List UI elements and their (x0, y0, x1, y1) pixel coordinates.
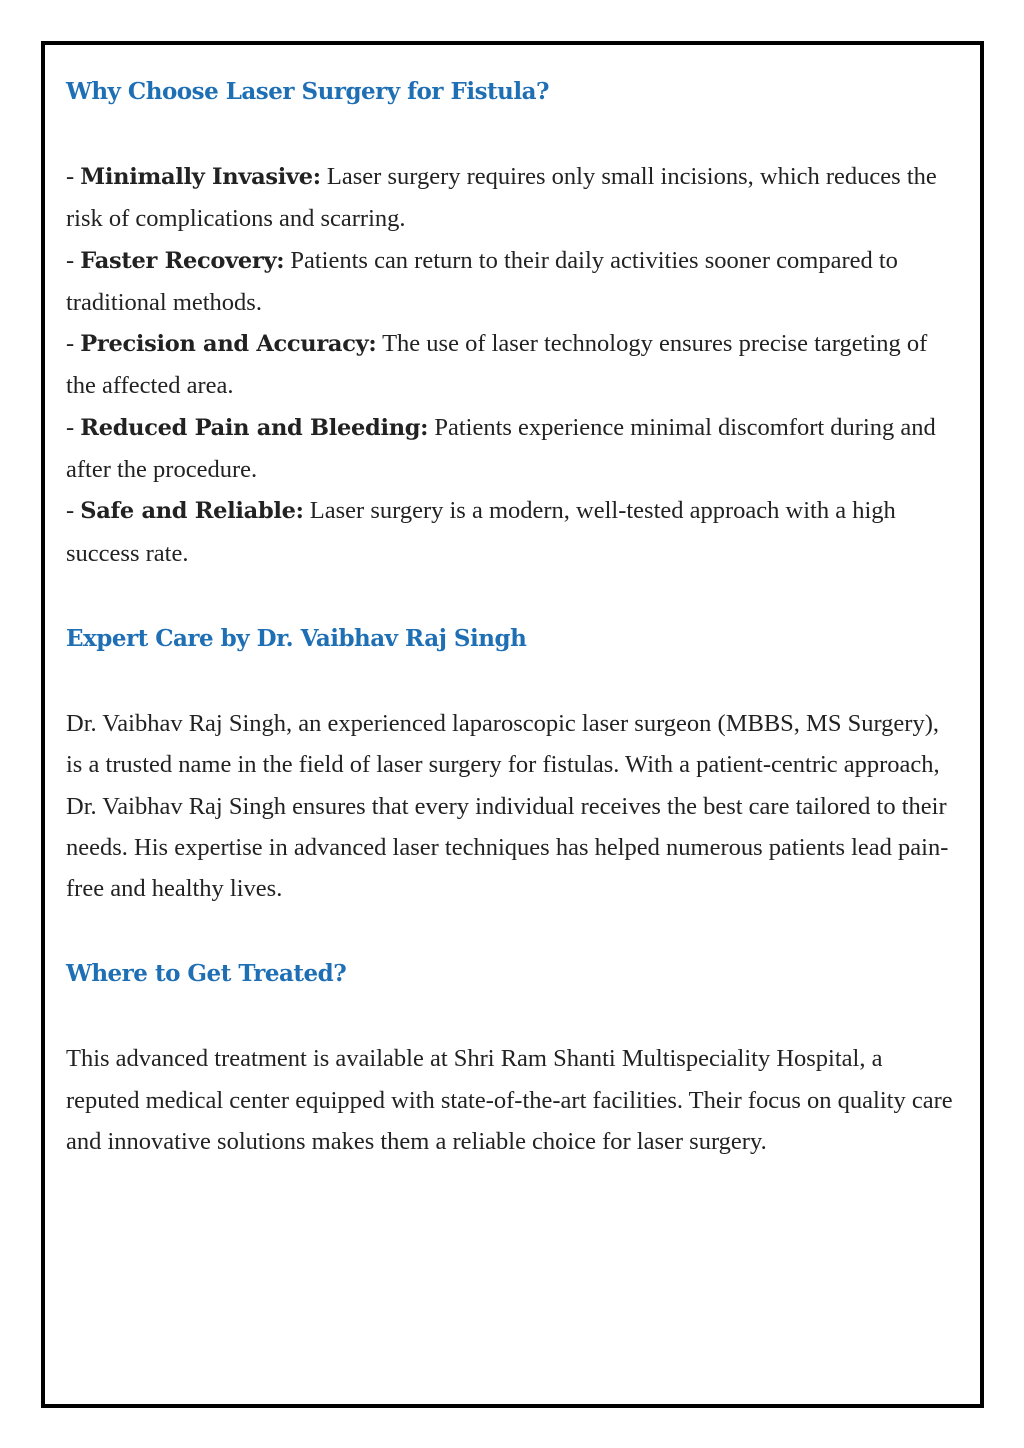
benefit-label: Safe and Reliable: (80, 498, 304, 525)
benefit-text: The use of laser technology ensures precise targeting of the affected area. (66, 330, 928, 400)
document-content (66, 71, 956, 1162)
where-treated-paragraph: This advanced treatment is available at Shri Ram Shanti Multispeciality Hospital, a reputed medical center equipped with state-of-the-art facilities. Their focus on quality care and innovative solutions makes them a reliable choice for laser surgery. (66, 1045, 953, 1156)
benefit-label: Precision and Accuracy: (80, 331, 377, 358)
benefit-item-minimally-invasive: - Minimally Invasive: Laser surgery requires only small incisions, which reduces the risk of complications and scarring. (66, 163, 937, 233)
expert-care-paragraph: Dr. Vaibhav Raj Singh, an experienced laparoscopic laser surgeon (MBBS, MS Surgery), is a trusted name in the field of laser surgery for fistulas. With a patient-centric approach, Dr. Vaibhav Raj Singh ensures that every individual receives the best care tailored to their needs. His expertise in advanced laser techniques has helped numerous patients lead pain-free and healthy lives. (66, 709, 949, 903)
benefit-text: Laser surgery is a modern, well-tested approach with a high success rate. (66, 497, 896, 567)
heading-where-treated: Where to Get Treated? (66, 960, 347, 988)
benefit-text: Laser surgery requires only small incisions, which reduces the risk of complications and scarring. (66, 163, 937, 233)
benefit-item-precision-accuracy: - Precision and Accuracy: The use of laser technology ensures precise targeting of the affected area. (66, 330, 928, 400)
benefit-item-reduced-pain: - Reduced Pain and Bleeding: Patients experience minimal discomfort during and after the procedure. (66, 413, 936, 484)
page-frame (41, 41, 984, 1408)
benefits-list (66, 156, 956, 574)
heading-why-choose: Why Choose Laser Surgery for Fistula? (66, 78, 549, 105)
benefit-text: Patients experience minimal discomfort during and after the procedure. (66, 413, 936, 484)
heading-expert-care: Expert Care by Dr. Vaibhav Raj Singh (66, 624, 527, 652)
benefit-label: Minimally Invasive: (80, 164, 321, 190)
benefit-item-safe-reliable: - Safe and Reliable: Laser surgery is a modern, well-tested approach with a high success rate. (66, 497, 896, 567)
benefit-item-faster-recovery: - Faster Recovery: Patients can return to their daily activities sooner compared to traditional methods. (66, 246, 898, 316)
benefit-label: Reduced Pain and Bleeding: (80, 414, 429, 441)
benefit-label: Faster Recovery: (80, 247, 285, 274)
benefit-text: Patients can return to their daily activities sooner compared to traditional methods. (66, 246, 898, 316)
